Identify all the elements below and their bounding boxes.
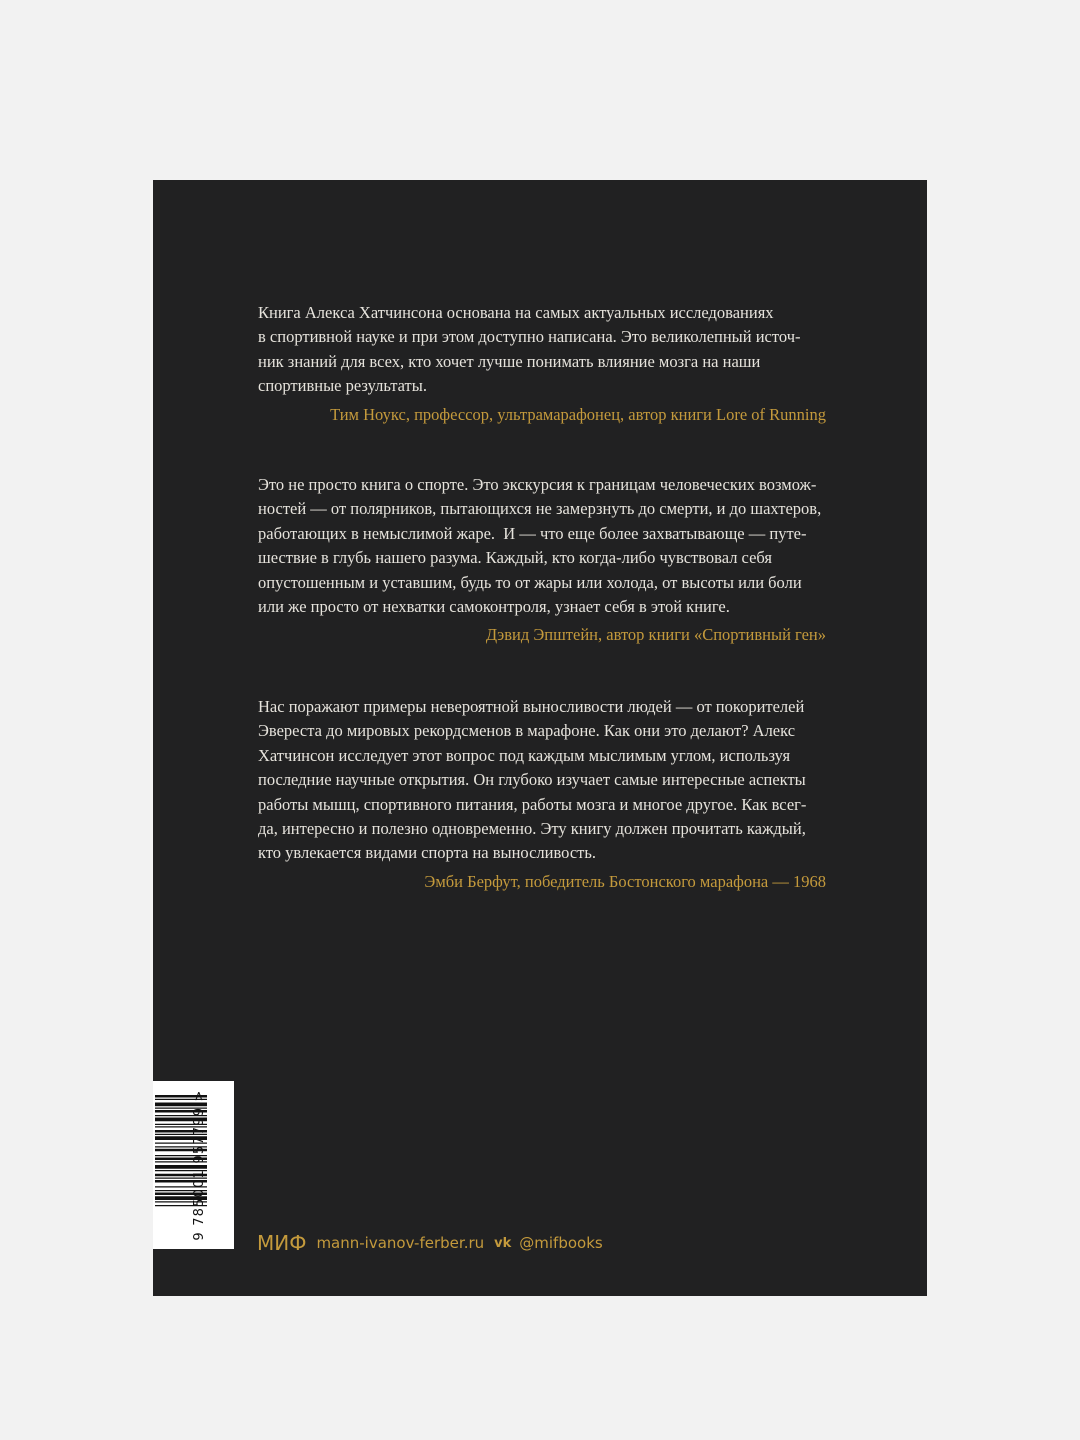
quote-text [258,473,826,619]
quote-line: последние научные открытия. Он глубоко изучает самые интересные аспекты [258,770,806,790]
quote-block [258,473,826,647]
quote-attribution: Дэвид Эпштейн, автор книги «Спортивный ген» [485,625,826,645]
quote-line: Эвереста до мировых рекордсменов в марафоне. Как они это делают? Алекс [258,721,796,741]
quote-line: спортивные результаты. [258,376,427,396]
book-back-cover [153,180,927,1296]
quote-line: Книга Алекса Хатчинсона основана на самых актуальных исследованиях [258,303,774,322]
quote-line: работающих в немыслимой жаре. И — что еще более захватывающе — путе- [258,523,807,543]
quote-line: или же просто от нехватки самоконтроля, узнает себя в этой книге. [258,597,730,617]
quote-line: ник знаний для всех, кто хочет лучше понимать влияние мозга на наши [258,351,761,371]
social-handle: @mifbooks [519,1234,603,1252]
quote-attribution: Эмби Берфут, победитель Бостонского марафона — 1968 [424,871,826,891]
quote-block [258,301,826,427]
quote-text [258,301,826,399]
publisher-logo: МИФ [257,1231,307,1255]
quote-line: в спортивной науке и при этом доступно написана. Это великолепный источ- [258,327,801,347]
quote-attribution: Тим Ноукс, профессор, ультрамарафонец, автор книги Lore of Running [330,404,826,424]
publisher-footer [257,1230,603,1256]
quote-line: опустошенным и уставшим, будь то от жары или холода, от высоты или боли [258,572,802,592]
quote-line: ностей — от полярников, пытающихся не замерзнуть до смерти, и до шахтеров, [258,499,822,519]
quote-line: работы мышц, спортивного питания, работы мозга и многое другое. Как всег- [258,794,807,814]
quote-line: да, интересно и полезно одновременно. Эту книгу должен прочитать каждый, [258,819,806,839]
vk-icon: vk [494,1235,512,1251]
quote-line: Хатчинсон исследует этот вопрос под каждым мыслимым углом, используя [258,745,791,765]
quote-line: шествие в глубь нашего разума. Каждый, кто когда-либо чувствовал себя [258,548,772,568]
isbn-barcode [153,1081,234,1249]
isbn-number: 9 785001 957799 > [192,1089,207,1241]
quote-line: Это не просто книга о спорте. Это экскурсия к границам человеческих возмож- [258,475,817,494]
quote-line: кто увлекается видами спорта на выносливость. [258,843,597,863]
quote-line: Нас поражают примеры невероятной выносливости людей — от покорителей [258,697,805,716]
publisher-website: mann-ivanov-ferber.ru [316,1234,485,1252]
quote-text [258,695,826,866]
quote-block [258,695,826,894]
